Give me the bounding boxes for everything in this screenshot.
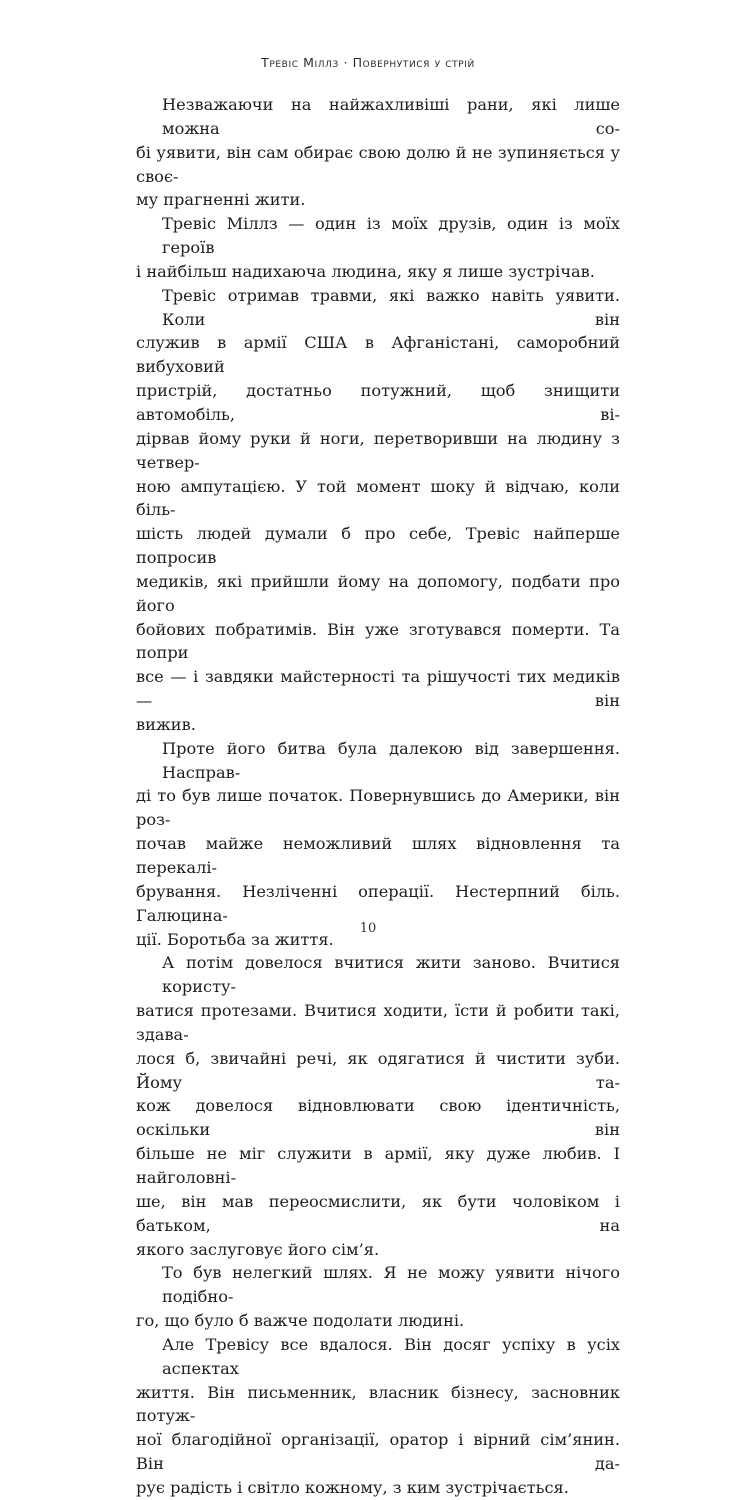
text-line: брування. Незліченні операції. Нестерпний біль. Галюцина-	[136, 881, 620, 925]
paragraph	[136, 212, 620, 284]
text-line: все — і завдяки майстерності та рішучості тих медиків — він	[136, 667, 620, 711]
text-line: А потім довелося вчитися жити заново. Вчитися користу-	[162, 953, 620, 997]
text-line: рує радість і світло кожному, з ким зустрічається.	[136, 1477, 569, 1497]
text-line: більше не міг служити в армії, яку дуже любив. І найголовні-	[136, 1144, 620, 1187]
text-line: му прагненні жити.	[136, 190, 306, 210]
text-line: бойових побратимів. Він уже зготувався померти. Та попри	[136, 619, 620, 663]
text-line: пристрій, достатньо потужний, щоб знищити автомобіль, ві-	[136, 381, 620, 424]
paragraph	[136, 1261, 620, 1333]
text-line: медиків, які прийшли йому на допомогу, подбати про його	[136, 571, 620, 615]
text-line: Незважаючи на найжахливіші рани, які лише можна со-	[162, 95, 620, 138]
running-head	[0, 55, 736, 70]
text-line: і найбільш надихаюча людина, яку я лише зустрічав.	[136, 261, 595, 281]
body-text	[136, 93, 620, 1500]
text-line: дірвав йому руки й ноги, перетворивши на людину з четвер-	[136, 428, 620, 472]
running-head-author: Тревіс Міллз	[261, 55, 339, 70]
text-line: ної благодійної організації, оратор і вірний сім’янин. Він да-	[136, 1430, 620, 1474]
text-line: бі уявити, він сам обирає свою долю й не зупиняється у своє-	[136, 142, 620, 186]
text-line: ватися протезами. Вчитися ходити, їсти й робити такі, здава-	[136, 1001, 620, 1044]
text-line: Але Тревісу все вдалося. Він досяг успіху в усіх аспектах	[162, 1334, 620, 1378]
text-line: лося б, звичайні речі, як одягатися й чистити зуби. Йому та-	[136, 1048, 620, 1092]
text-line: го, що було б важче подолати людині.	[136, 1311, 465, 1331]
text-line: Тревіс Міллз — один із моїх друзів, один із моїх героїв	[162, 214, 620, 258]
text-line: ції. Боротьба за життя.	[136, 929, 334, 949]
text-line: кож довелося відновлювати свою ідентичність, оскільки він	[136, 1096, 620, 1140]
text-line: життя. Він письменник, власник бізнесу, засновник потуж-	[136, 1382, 620, 1426]
text-line: почав майже неможливий шлях відновлення та перекалі-	[136, 834, 620, 877]
text-line: Тревіс отримав травми, які важко навіть уявити. Коли він	[162, 285, 620, 329]
paragraph	[136, 1333, 620, 1500]
text-line: Проте його битва була далекою від завершення. Насправ-	[162, 738, 620, 782]
text-line: ше, він мав переосмислити, як бути чоловіком і батьком, на	[136, 1191, 620, 1235]
text-line: То був нелегкий шлях. Я не можу уявити нічого подібно-	[162, 1263, 620, 1307]
text-line: вижив.	[136, 714, 196, 734]
text-line: якого заслуговує його сім’я.	[136, 1239, 380, 1259]
text-line: шість людей думали б про себе, Тревіс найперше попросив	[136, 524, 620, 568]
running-head-separator: ·	[338, 55, 353, 70]
running-head-title: Повернутися у стрій	[352, 55, 475, 70]
paragraph	[136, 93, 620, 212]
paragraph	[136, 951, 620, 1261]
paragraph	[136, 284, 620, 737]
page-number: 10	[359, 921, 377, 936]
text-line: служив в армії США в Афганістані, саморобний вибуховий	[136, 333, 620, 377]
text-line: ною ампутацією. У той момент шоку й відчаю, коли біль-	[136, 476, 620, 520]
text-line: ді то був лише початок. Повернувшись до Америки, він роз-	[136, 786, 620, 830]
paragraph	[136, 737, 620, 952]
